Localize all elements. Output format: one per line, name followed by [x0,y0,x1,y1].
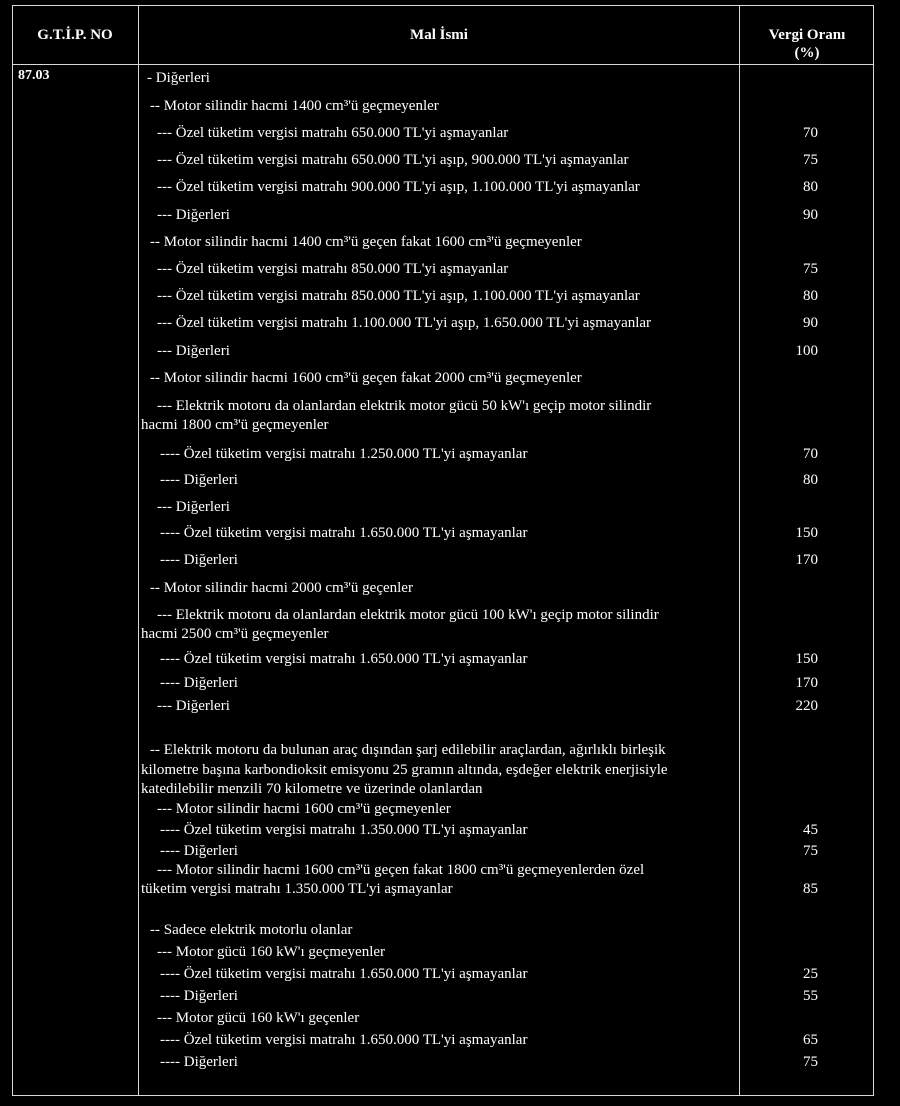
row-text: -- Motor silindir hacmi 1600 cm³'ü geçen fakat 2000 cm³'ü geçmeyenler [150,370,582,386]
row-rate: 220 [795,698,818,714]
row-text: --- Motor gücü 160 kW'ı geçmeyenler [157,944,386,960]
row-text: --- Diğerleri [157,343,230,359]
header-divider [12,64,874,65]
column-divider-1 [138,5,139,1096]
row-text: --- Motor silindir hacmi 1600 cm³'ü geçen fakat 1800 cm³'ü geçmeyenlerden özel [157,862,645,878]
row-text: --- Özel tüketim vergisi matrahı 900.000 TL'yi aşıp, 1.100.000 TL'yi aşmayanlar [157,179,640,195]
row-rate: 80 [803,472,818,488]
row-rate: 170 [795,675,818,691]
header-percent: (%) [794,45,820,61]
row-rate: 45 [803,822,818,838]
row-text: --- Diğerleri [157,499,230,515]
row-text: --- Motor silindir hacmi 1600 cm³'ü geçmeyenler [157,801,451,817]
row-text: ---- Diğerleri [160,843,238,859]
row-rate: 75 [803,843,818,859]
row-text: --- Motor gücü 160 kW'ı geçenler [157,1010,360,1026]
row-text: ---- Özel tüketim vergisi matrahı 1.650.000 TL'yi aşmayanlar [160,525,528,541]
row-text: --- Elektrik motoru da olanlardan elektrik motor gücü 100 kW'ı geçip motor silindir [157,607,659,623]
row-rate: 85 [803,881,818,897]
row-rate: 90 [803,207,818,223]
row-text: -- Motor silindir hacmi 1400 cm³'ü geçen fakat 1600 cm³'ü geçmeyenler [150,234,582,250]
row-text: ---- Diğerleri [160,675,238,691]
row-text: -- Elektrik motoru da bulunan araç dışından şarj edilebilir araçlardan, ağırlıklı birleşik [150,742,666,758]
header-gtip: G.T.İ.P. NO [37,27,113,43]
column-divider-2 [739,5,740,1096]
row-rate: 75 [803,261,818,277]
row-rate: 65 [803,1032,818,1048]
row-rate: 70 [803,125,818,141]
header-vergi-orani: Vergi Oranı [768,27,846,43]
row-rate: 150 [795,525,818,541]
gtip-code: 87.03 [18,68,50,83]
row-rate: 25 [803,966,818,982]
row-text: --- Diğerleri [157,207,230,223]
row-text: -- Motor silindir hacmi 2000 cm³'ü geçenler [150,580,413,596]
row-text: hacmi 1800 cm³'ü geçmeyenler [141,417,329,433]
row-text: ---- Özel tüketim vergisi matrahı 1.650.000 TL'yi aşmayanlar [160,1032,528,1048]
row-text: --- Özel tüketim vergisi matrahı 850.000 TL'yi aşıp, 1.100.000 TL'yi aşmayanlar [157,288,640,304]
row-text: --- Diğerleri [157,698,230,714]
row-text: -- Motor silindir hacmi 1400 cm³'ü geçmeyenler [150,98,439,114]
row-text: --- Özel tüketim vergisi matrahı 1.100.000 TL'yi aşıp, 1.650.000 TL'yi aşmayanlar [157,315,652,331]
row-text: --- Özel tüketim vergisi matrahı 650.000 TL'yi aşıp, 900.000 TL'yi aşmayanlar [157,152,629,168]
row-text: --- Elektrik motoru da olanlardan elektrik motor gücü 50 kW'ı geçip motor silindir [157,398,652,414]
row-rate: 150 [795,651,818,667]
row-rate: 80 [803,179,818,195]
header-mal-ismi: Mal İsmi [410,27,468,43]
row-rate: 75 [803,152,818,168]
row-text: ---- Diğerleri [160,472,238,488]
row-rate: 170 [795,552,818,568]
row-text: --- Özel tüketim vergisi matrahı 650.000 TL'yi aşmayanlar [157,125,509,141]
row-rate: 100 [795,343,818,359]
row-text: - Diğerleri [147,70,210,86]
row-text: kilometre başına karbondioksit emisyonu 25 gramın altında, eşdeğer elektrik enerjisiyle [141,762,668,778]
row-text: --- Özel tüketim vergisi matrahı 850.000 TL'yi aşmayanlar [157,261,509,277]
row-text: -- Sadece elektrik motorlu olanlar [150,922,353,938]
row-rate: 80 [803,288,818,304]
row-text: hacmi 2500 cm³'ü geçmeyenler [141,626,329,642]
row-text: ---- Diğerleri [160,1054,238,1070]
row-rate: 90 [803,315,818,331]
row-rate: 55 [803,988,818,1004]
row-text: ---- Özel tüketim vergisi matrahı 1.650.000 TL'yi aşmayanlar [160,651,528,667]
row-rate: 75 [803,1054,818,1070]
row-text: ---- Diğerleri [160,988,238,1004]
row-text: katedilebilir menzili 70 kilometre ve üzerinde olanlardan [141,781,483,797]
row-text: ---- Diğerleri [160,552,238,568]
row-text: ---- Özel tüketim vergisi matrahı 1.650.000 TL'yi aşmayanlar [160,966,528,982]
row-text: tüketim vergisi matrahı 1.350.000 TL'yi aşmayanlar [141,881,453,897]
row-text: ---- Özel tüketim vergisi matrahı 1.250.000 TL'yi aşmayanlar [160,446,528,462]
row-text: ---- Özel tüketim vergisi matrahı 1.350.000 TL'yi aşmayanlar [160,822,528,838]
row-rate: 70 [803,446,818,462]
